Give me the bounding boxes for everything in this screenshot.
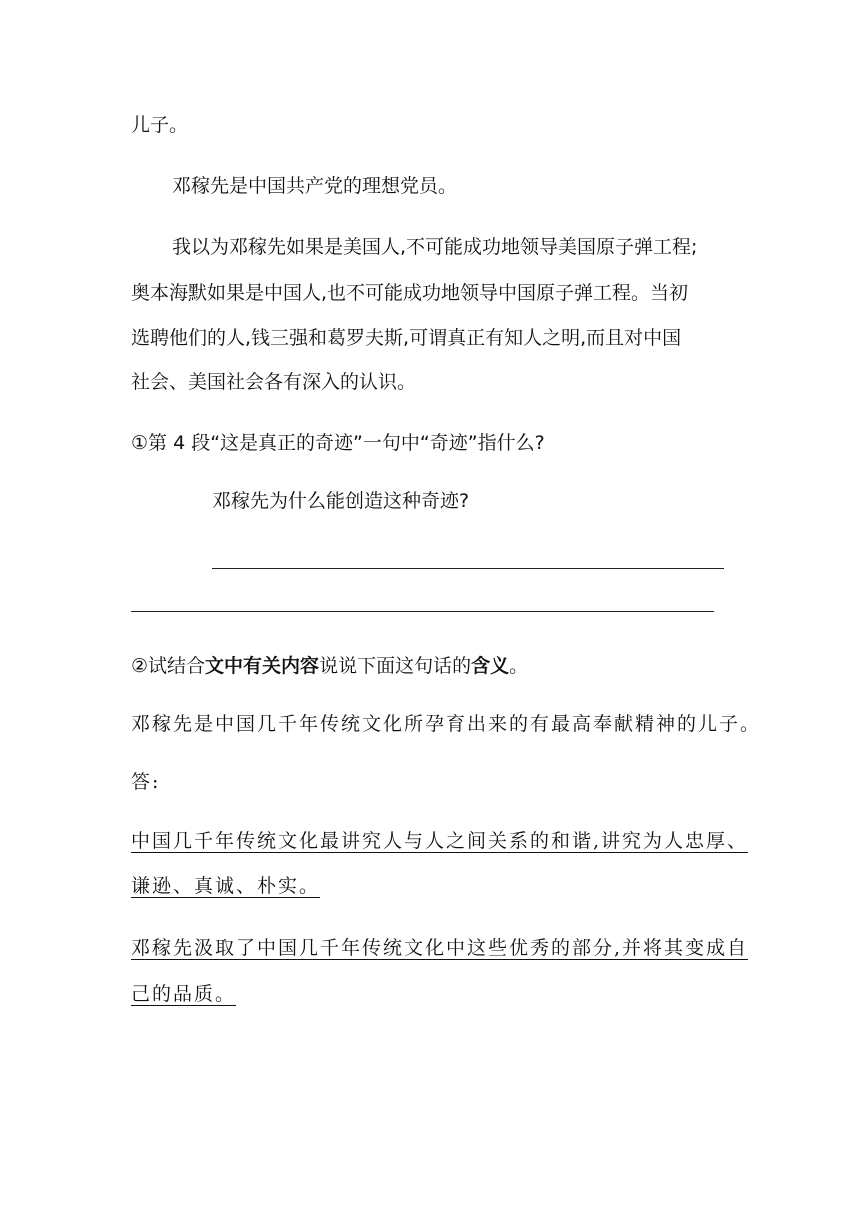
answer-line: 中国几千年传统文化最讲究人与人之间关系的和谐,讲究为人忠厚、	[131, 830, 749, 852]
passage-line: 儿子。	[131, 114, 189, 136]
passage-paragraph: 邓稼先是中国共产党的理想党员。	[172, 175, 458, 197]
question-1: ①第 4 段“这是真正的奇迹”一句中“奇迹”指什么?	[131, 432, 545, 454]
question-2-emphasis: 含义	[471, 655, 510, 677]
question-1-sub: 邓稼先为什么能创造这种奇迹?	[212, 490, 470, 512]
answer-blank-line	[131, 611, 714, 612]
question-2-text: 说说下面这句话的	[319, 655, 472, 677]
quoted-sentence: 邓稼先是中国几千年传统文化所孕育出来的有最高奉献精神的儿子。	[131, 713, 762, 735]
answer-label: 答:	[131, 771, 161, 793]
answer-line: 邓稼先汲取了中国几千年传统文化中这些优秀的部分,并将其变成自	[131, 937, 749, 959]
question-2	[131, 657, 528, 676]
answer-line: 己的品质。	[131, 983, 237, 1005]
question-2-text: ②试结合	[131, 655, 206, 677]
passage-line: 我以为邓稼先如果是美国人,不可能成功地领导美国原子弹工程;	[172, 236, 698, 258]
answer-line: 谦逊、真诚、朴实。	[131, 875, 321, 897]
passage-line: 社会、美国社会各有深入的认识。	[131, 371, 417, 393]
question-2-emphasis: 文中有关内容	[205, 655, 320, 677]
question-2-text: 。	[509, 655, 529, 677]
passage-line: 奥本海默如果是中国人,也不可能成功地领导中国原子弹工程。当初	[131, 282, 689, 304]
answer-blank-line	[212, 568, 724, 569]
passage-line: 选聘他们的人,钱三强和葛罗夫斯,可谓真正有知人之明,而且对中国	[131, 327, 682, 349]
